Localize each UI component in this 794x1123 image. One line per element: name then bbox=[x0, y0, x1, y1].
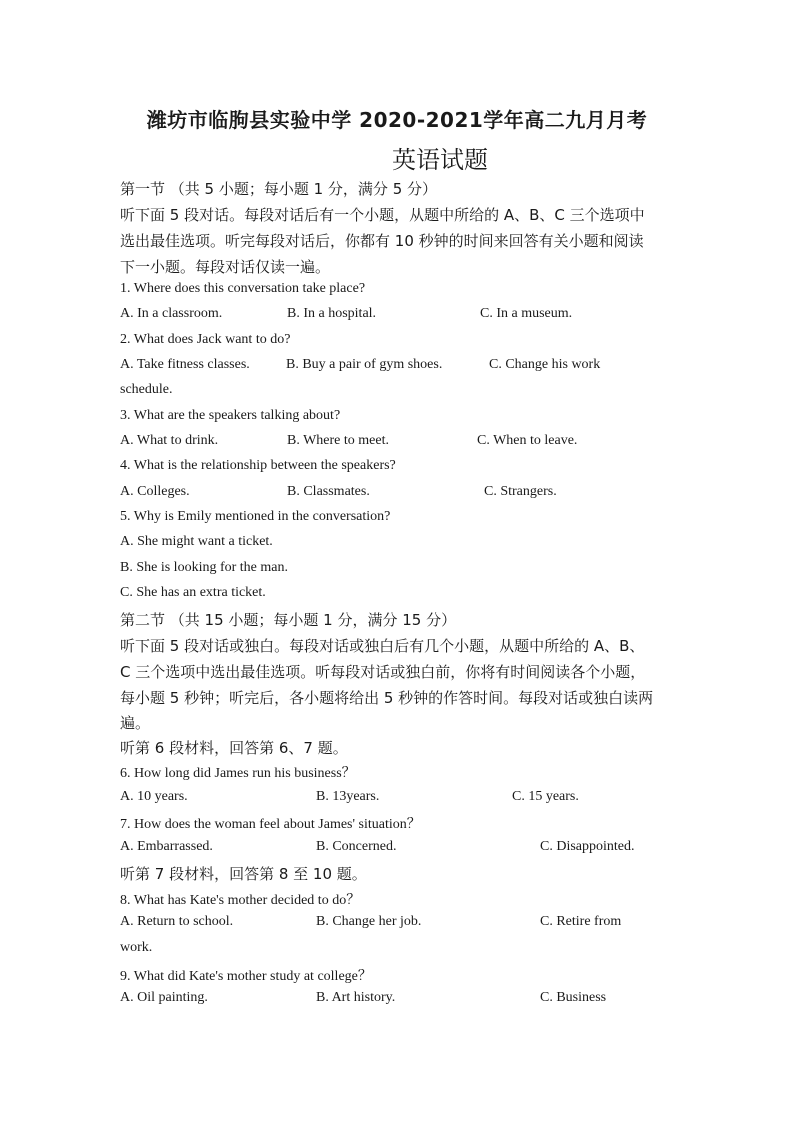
question-6: 6. How long did James run his business？ bbox=[120, 766, 356, 781]
section1-instruction-line: 选出最佳选项。听完每段对话后，你都有 10 秒钟的时间来回答有关小题和阅读 bbox=[120, 232, 644, 250]
material-7-heading: 听第 7 段材料，回答第 8 至 10 题。 bbox=[120, 865, 367, 883]
section1-heading: 第一节 （共 5 小题；每小题 1 分，满分 5 分） bbox=[120, 180, 438, 198]
q3-option-c: C. When to leave. bbox=[477, 433, 578, 448]
q8-option-c-continued: work. bbox=[120, 940, 153, 955]
q1-option-c: C. In a museum. bbox=[480, 306, 573, 321]
q4-option-c: C. Strangers. bbox=[484, 484, 557, 499]
question-5: 5. Why is Emily mentioned in the conversation? bbox=[120, 509, 391, 524]
q6-option-c: C. 15 years. bbox=[512, 789, 579, 804]
q7-option-b: B. Concerned. bbox=[316, 839, 397, 854]
q1-option-b: B. In a hospital. bbox=[287, 306, 377, 321]
question-8: 8. What has Kate's mother decided to do？ bbox=[120, 893, 361, 908]
q9-option-c: C. Business bbox=[540, 990, 607, 1005]
section1-instruction-line: 下一小题。每段对话仅读一遍。 bbox=[120, 258, 331, 276]
q3-option-b: B. Where to meet. bbox=[287, 433, 389, 448]
q7-option-c: C. Disappointed. bbox=[540, 839, 635, 854]
q2-option-a: A. Take fitness classes. bbox=[120, 357, 250, 372]
section2-instruction-line: C 三个选项中选出最佳选项。听每段对话或独白前，你将有时间阅读各个小题， bbox=[120, 663, 646, 681]
q8-option-a: A. Return to school. bbox=[120, 914, 234, 929]
q9-option-b: B. Art history. bbox=[316, 990, 396, 1005]
section2-instruction-line: 遍。 bbox=[120, 714, 151, 732]
q7-option-a: A. Embarrassed. bbox=[120, 839, 213, 854]
question-1: 1. Where does this conversation take place? bbox=[120, 281, 366, 296]
q5-option-c: C. She has an extra ticket. bbox=[120, 585, 266, 600]
section2-heading: 第二节 （共 15 小题；每小题 1 分，满分 15 分） bbox=[120, 611, 457, 629]
q2-option-b: B. Buy a pair of gym shoes. bbox=[286, 357, 443, 372]
section1-instruction-line: 听下面 5 段对话。每段对话后有一个小题，从题中所给的 A、B、C 三个选项中 bbox=[120, 206, 645, 224]
exam-title: 潍坊市临朐县实验中学 2020-2021学年高二九月月考 bbox=[146, 108, 648, 132]
q9-option-a: A. Oil painting. bbox=[120, 990, 208, 1005]
q8-option-c: C. Retire from bbox=[540, 914, 622, 929]
exam-subject-title: 英语试题 bbox=[392, 146, 488, 174]
q2-option-c: C. Change his work bbox=[489, 357, 601, 372]
q3-option-a: A. What to drink. bbox=[120, 433, 219, 448]
section2-instruction-line: 每小题 5 秒钟；听完后，各小题将给出 5 秒钟的作答时间。每段对话或独白读两 bbox=[120, 689, 654, 707]
q8-option-b: B. Change her job. bbox=[316, 914, 422, 929]
question-9: 9. What did Kate's mother study at college？ bbox=[120, 969, 372, 984]
q5-option-a: A. She might want a ticket. bbox=[120, 534, 273, 549]
question-3: 3. What are the speakers talking about? bbox=[120, 408, 341, 423]
q4-option-b: B. Classmates. bbox=[287, 484, 370, 499]
q6-option-a: A. 10 years. bbox=[120, 789, 188, 804]
question-7: 7. How does the woman feel about James' situation？ bbox=[120, 817, 421, 832]
material-6-heading: 听第 6 段材料，回答第 6、7 题。 bbox=[120, 739, 348, 757]
q5-option-b: B. She is looking for the man. bbox=[120, 560, 288, 575]
q4-option-a: A. Colleges. bbox=[120, 484, 190, 499]
q6-option-b: B. 13years. bbox=[316, 789, 380, 804]
q1-option-a: A. In a classroom. bbox=[120, 306, 223, 321]
question-4: 4. What is the relationship between the speakers? bbox=[120, 458, 396, 473]
section2-instruction-line: 听下面 5 段对话或独白。每段对话或独白后有几个小题，从题中所给的 A、B、 bbox=[120, 637, 645, 655]
question-2: 2. What does Jack want to do? bbox=[120, 332, 291, 347]
q2-option-c-continued: schedule. bbox=[120, 382, 173, 397]
